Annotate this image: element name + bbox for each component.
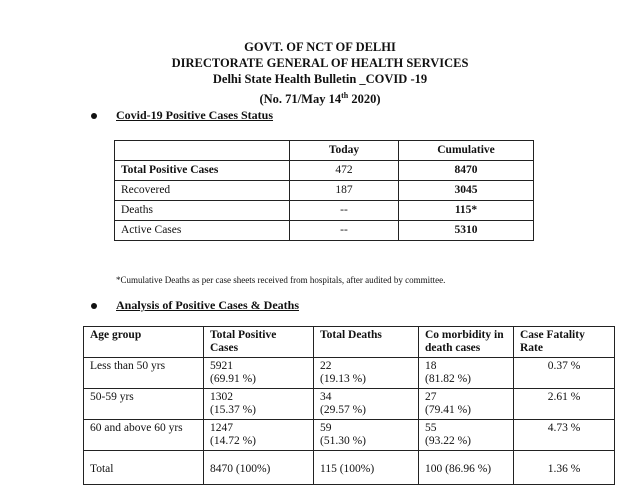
cumulative-value: 3045 (399, 181, 534, 201)
header-cell: Case Fatality Rate (514, 327, 615, 358)
table-row (115, 201, 534, 221)
table-row (115, 221, 534, 241)
comorb-cell (419, 389, 514, 420)
comorb-cell (419, 358, 514, 389)
today-value: -- (290, 201, 399, 221)
header-cell: Age group (84, 327, 204, 358)
doc-title-bulletin: Delhi State Health Bulletin _COVID -19 (212, 72, 428, 86)
number-sup: th (341, 91, 349, 100)
bullet-icon (91, 113, 97, 119)
table-row (84, 358, 615, 389)
cases-pct: (15.37 %) (210, 404, 256, 416)
table-row (115, 181, 534, 201)
cases-cell (204, 420, 314, 451)
header-cell: Cumulative (399, 141, 534, 161)
bullet-icon (91, 303, 97, 309)
section-title-status: Covid-19 Positive Cases Status (116, 108, 274, 122)
comorb-value: 27 (425, 391, 437, 403)
deaths-footnote: *Cumulative Deaths as per case sheets received from hospitals, after audited by committee. (116, 275, 446, 285)
cases-status-table (114, 140, 534, 241)
table-row (84, 420, 615, 451)
table-header-row (115, 141, 534, 161)
today-value: 187 (290, 181, 399, 201)
doc-title-govt: GOVT. OF NCT OF DELHI (244, 40, 396, 54)
cfr-value: 2.61 % (514, 389, 615, 420)
today-value: 472 (290, 161, 399, 181)
cumulative-value: 115* (399, 201, 534, 221)
cumulative-value: 5310 (399, 221, 534, 241)
cases-value: 1247 (210, 422, 233, 434)
total-cases: 8470 (100%) (204, 451, 314, 485)
deaths-pct: (51.30 %) (320, 435, 366, 447)
comorb-value: 55 (425, 422, 437, 434)
row-label: Total Positive Cases (115, 161, 290, 181)
comorb-cell (419, 420, 514, 451)
section-title-analysis: Analysis of Positive Cases & Deaths (116, 298, 299, 312)
cfr-value: 0.37 % (514, 358, 615, 389)
deaths-value: 22 (320, 360, 332, 372)
table-row (115, 161, 534, 181)
table-row (84, 389, 615, 420)
total-cfr: 1.36 % (514, 451, 615, 485)
number-suffix: 2020) (348, 92, 381, 107)
comorb-pct: (81.82 %) (425, 373, 471, 385)
deaths-cell (314, 358, 419, 389)
deaths-pct: (29.57 %) (320, 404, 366, 416)
cfr-value: 4.73 % (514, 420, 615, 451)
row-label: Active Cases (115, 221, 290, 241)
total-deaths: 115 (100%) (314, 451, 419, 485)
doc-title-number (0, 88, 640, 107)
cases-value: 1302 (210, 391, 233, 403)
header-cell: Total Positive Cases (204, 327, 314, 358)
deaths-value: 59 (320, 422, 332, 434)
header-cell: Co morbidity in death cases (419, 327, 514, 358)
row-label: Deaths (115, 201, 290, 221)
analysis-table (83, 326, 615, 485)
comorb-value: 18 (425, 360, 437, 372)
deaths-cell (314, 389, 419, 420)
age-group: 60 and above 60 yrs (84, 420, 204, 451)
deaths-pct: (19.13 %) (320, 373, 366, 385)
cases-cell (204, 358, 314, 389)
cumulative-value: 8470 (399, 161, 534, 181)
total-comorb: 100 (86.96 %) (419, 451, 514, 485)
header-cell (115, 141, 290, 161)
total-label: Total (84, 451, 204, 485)
deaths-value: 34 (320, 391, 332, 403)
age-group: 50-59 yrs (84, 389, 204, 420)
cases-cell (204, 389, 314, 420)
cases-value: 5921 (210, 360, 233, 372)
row-label: Recovered (115, 181, 290, 201)
comorb-pct: (93.22 %) (425, 435, 471, 447)
number-prefix: (No. 71/May 14 (259, 92, 342, 107)
total-row (84, 451, 615, 485)
comorb-pct: (79.41 %) (425, 404, 471, 416)
deaths-cell (314, 420, 419, 451)
cases-pct: (14.72 %) (210, 435, 256, 447)
header-cell: Total Deaths (314, 327, 419, 358)
age-group: Less than 50 yrs (84, 358, 204, 389)
table-header-row (84, 327, 615, 358)
today-value: -- (290, 221, 399, 241)
doc-title-directorate: DIRECTORATE GENERAL OF HEALTH SERVICES (171, 56, 469, 70)
cases-pct: (69.91 %) (210, 373, 256, 385)
header-cell: Today (290, 141, 399, 161)
